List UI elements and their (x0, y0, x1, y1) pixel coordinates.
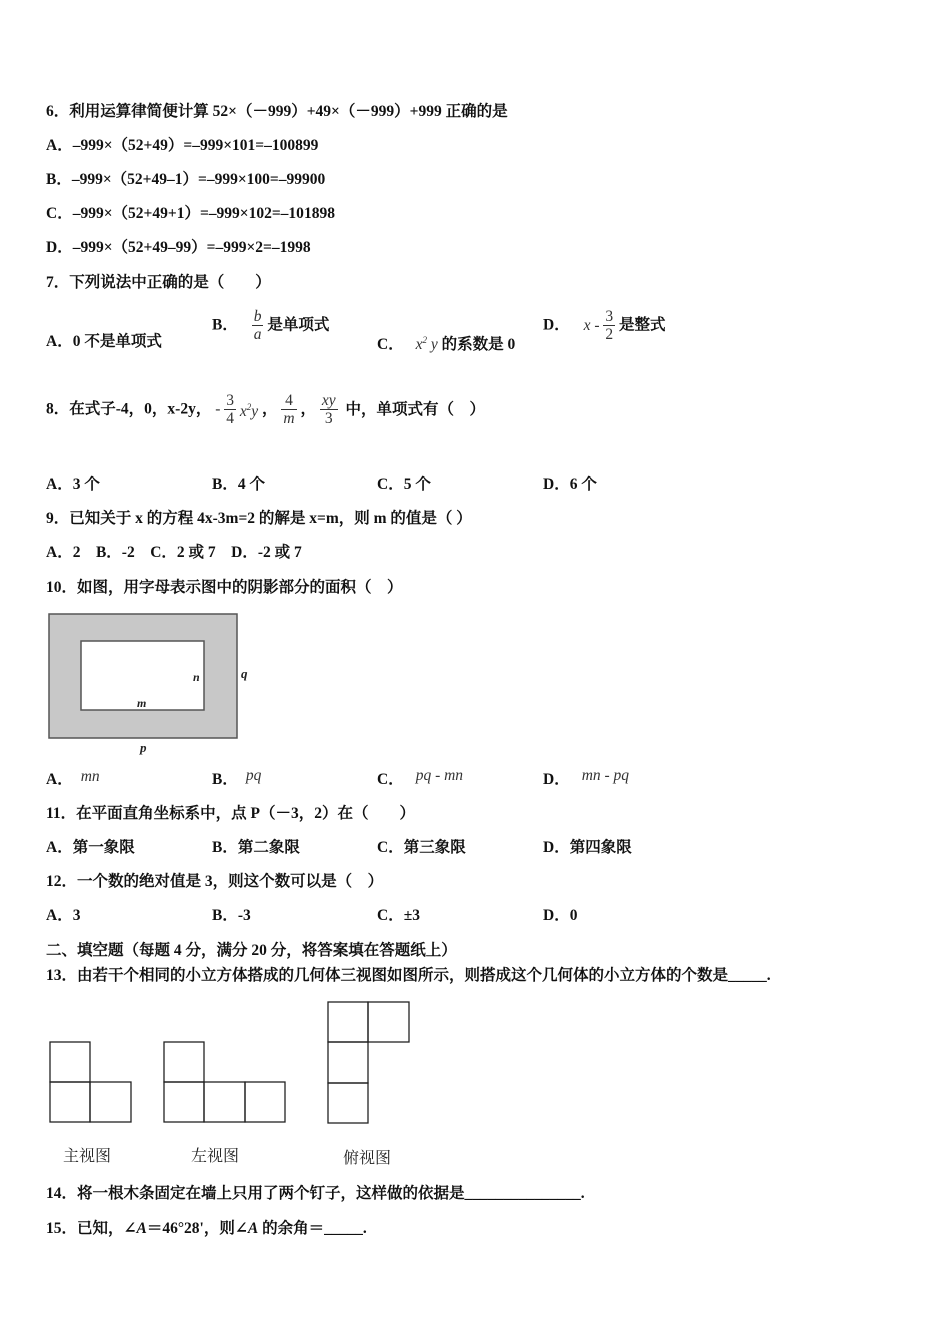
q7-option-c[interactable] (377, 330, 515, 355)
q13-top-view-label: 俯视图 (343, 1148, 392, 1167)
q10-option-c[interactable] (377, 767, 464, 790)
q7-c-tail: 的系数是 0 (441, 336, 516, 354)
q7-option-a[interactable]: A．0 不是单项式 (46, 333, 162, 350)
q7-stem: 7．下列说法中正确的是（ ） (46, 274, 271, 291)
q12-option-c[interactable]: C．±3 (377, 907, 420, 924)
q8-option-a[interactable]: A．3 个 (46, 476, 100, 493)
q7-b-den: a (253, 326, 262, 343)
q15-angle-a-2: A (247, 1220, 259, 1237)
q8-comma-2: ， (300, 400, 317, 418)
q13-top-view (328, 1002, 409, 1123)
q7-b-tail: 是单项式 (267, 316, 330, 334)
q7-d-fraction (603, 308, 615, 343)
q6-option-a[interactable]: A．–999×（52+49）=–999×101=–100899 (46, 137, 319, 154)
q12-option-b[interactable]: B．-3 (212, 907, 251, 924)
q11-option-c[interactable]: C．第三象限 (377, 839, 466, 856)
q8-comma-1: ， (262, 400, 278, 418)
q10-label-m: m (137, 696, 147, 710)
q10-option-b[interactable] (212, 767, 262, 790)
section-2-heading: 二、填空题（每题 4 分，满分 20 分，将答案填在答题纸上） (46, 942, 457, 959)
q14-stem: 14．将一根木条固定在墙上只用了两个钉子，这样做的依据是_______________. (46, 1185, 585, 1202)
q8-f2-den: m (283, 410, 295, 427)
q8-fraction-1 (224, 392, 236, 427)
q15-mid: ＝46°28'，则∠ (146, 1220, 248, 1237)
q7-d-num: 3 (605, 308, 614, 325)
q7-option-b-label: B． (212, 316, 238, 334)
q7-c-exp: 2 (422, 335, 427, 345)
q7-d-tail: 是整式 (619, 316, 666, 334)
q15-pre: 15．已知，∠ (46, 1220, 137, 1237)
q10-option-c-label: C． (377, 771, 404, 788)
q10-option-a-value: mn (80, 768, 100, 785)
q15-post: 的余角＝_____. (258, 1220, 367, 1237)
q8-f1-term (240, 403, 258, 420)
q8-stem (46, 392, 485, 427)
q8-f1-exp: 2 (246, 401, 252, 412)
q9-options[interactable]: A．2 B．-2 C．2 或 7 D．-2 或 7 (46, 544, 302, 561)
q10-label-n: n (193, 670, 200, 684)
q7-c-expr (416, 336, 438, 353)
q10-option-c-value: pq - mn (415, 767, 464, 784)
q8-stem-post: 中，单项式有（ ） (345, 400, 486, 418)
q6-option-c[interactable]: C．–999×（52+49+1）=–999×102=–101898 (46, 205, 335, 222)
q8-f2-num: 4 (281, 392, 296, 410)
q9-stem: 9．已知关于 x 的方程 4x-3m=2 的解是 x=m，则 m 的值是（ ） (46, 510, 472, 527)
q8-option-c[interactable]: C．5 个 (377, 476, 431, 493)
q11-option-a[interactable]: A．第一象限 (46, 839, 135, 856)
q6-option-d[interactable]: D．–999×（52+49–99）=–999×2=–1998 (46, 239, 311, 256)
q15-angle-a: A (136, 1220, 147, 1237)
q8-f3-num: xy (321, 392, 336, 409)
q7-option-b[interactable] (212, 308, 329, 343)
q6-stem: 6．利用运算律简便计算 52×（－999）+49×（－999）+999 正确的是 (46, 103, 508, 120)
q8-f3-den: 3 (324, 410, 333, 427)
q6-option-b[interactable]: B．–999×（52+49–1）=–999×100=–99900 (46, 171, 326, 188)
q12-option-a[interactable]: A．3 (46, 907, 81, 924)
q10-option-d[interactable] (543, 767, 630, 790)
q10-option-d-label: D． (543, 771, 570, 788)
q10-label-q: q (241, 666, 248, 681)
q10-stem: 10．如图，用字母表示图中的阴影部分的面积（ ） (46, 579, 403, 596)
q8-f1-den: 4 (226, 410, 234, 427)
q10-figure (44, 608, 264, 758)
q8-f1-sign: - (215, 400, 221, 418)
q10-option-b-value: pq (245, 767, 262, 784)
q7-option-d-label: D． (543, 316, 570, 334)
q8-fraction-3 (320, 392, 338, 427)
q13-left-view (164, 1042, 285, 1122)
q7-b-num: b (253, 308, 262, 325)
q11-option-d[interactable]: D．第四象限 (543, 839, 632, 856)
q13-left-view-label: 左视图 (191, 1146, 240, 1165)
q7-c-y: y (430, 336, 438, 354)
q8-fraction-2 (281, 392, 296, 427)
q13-front-view (50, 1042, 131, 1122)
q8-option-b[interactable]: B．4 个 (212, 476, 265, 493)
q12-stem: 12．一个数的绝对值是 3，则这个数可以是（ ） (46, 873, 384, 890)
q13-front-view-label: 主视图 (63, 1146, 112, 1165)
q7-option-d[interactable] (543, 308, 666, 343)
q10-label-p: p (140, 740, 147, 755)
q8-option-d[interactable]: D．6 个 (543, 476, 597, 493)
q13-three-views (40, 995, 440, 1135)
q11-option-b[interactable]: B．第二象限 (212, 839, 300, 856)
q10-option-a-label: A． (46, 771, 73, 788)
q10-option-b-label: B． (212, 771, 238, 788)
q7-b-fraction (252, 308, 264, 343)
q11-stem: 11．在平面直角坐标系中，点 P（－3，2）在（ ） (46, 805, 415, 822)
q10-option-a[interactable] (46, 770, 100, 790)
q7-d-pre: x - (583, 316, 600, 334)
q15-stem (46, 1219, 367, 1239)
q8-f1-x: x (239, 403, 247, 421)
q10-option-d-value: mn - pq (581, 767, 630, 784)
q13-stem: 13．由若干个相同的小立方体搭成的几何体三视图如图所示，则搭成这个几何体的小立方体的个数是_____. (46, 967, 771, 984)
q12-option-d[interactable]: D．0 (543, 907, 578, 924)
q8-f1-num: 3 (226, 392, 234, 409)
q8-f1-y: y (251, 403, 259, 421)
q7-option-c-label: C． (377, 336, 404, 354)
q7-d-den: 2 (605, 326, 614, 343)
q8-stem-pre: 8．在式子-4，0，x-2y， (46, 400, 212, 418)
q7-c-x: x (415, 336, 423, 354)
